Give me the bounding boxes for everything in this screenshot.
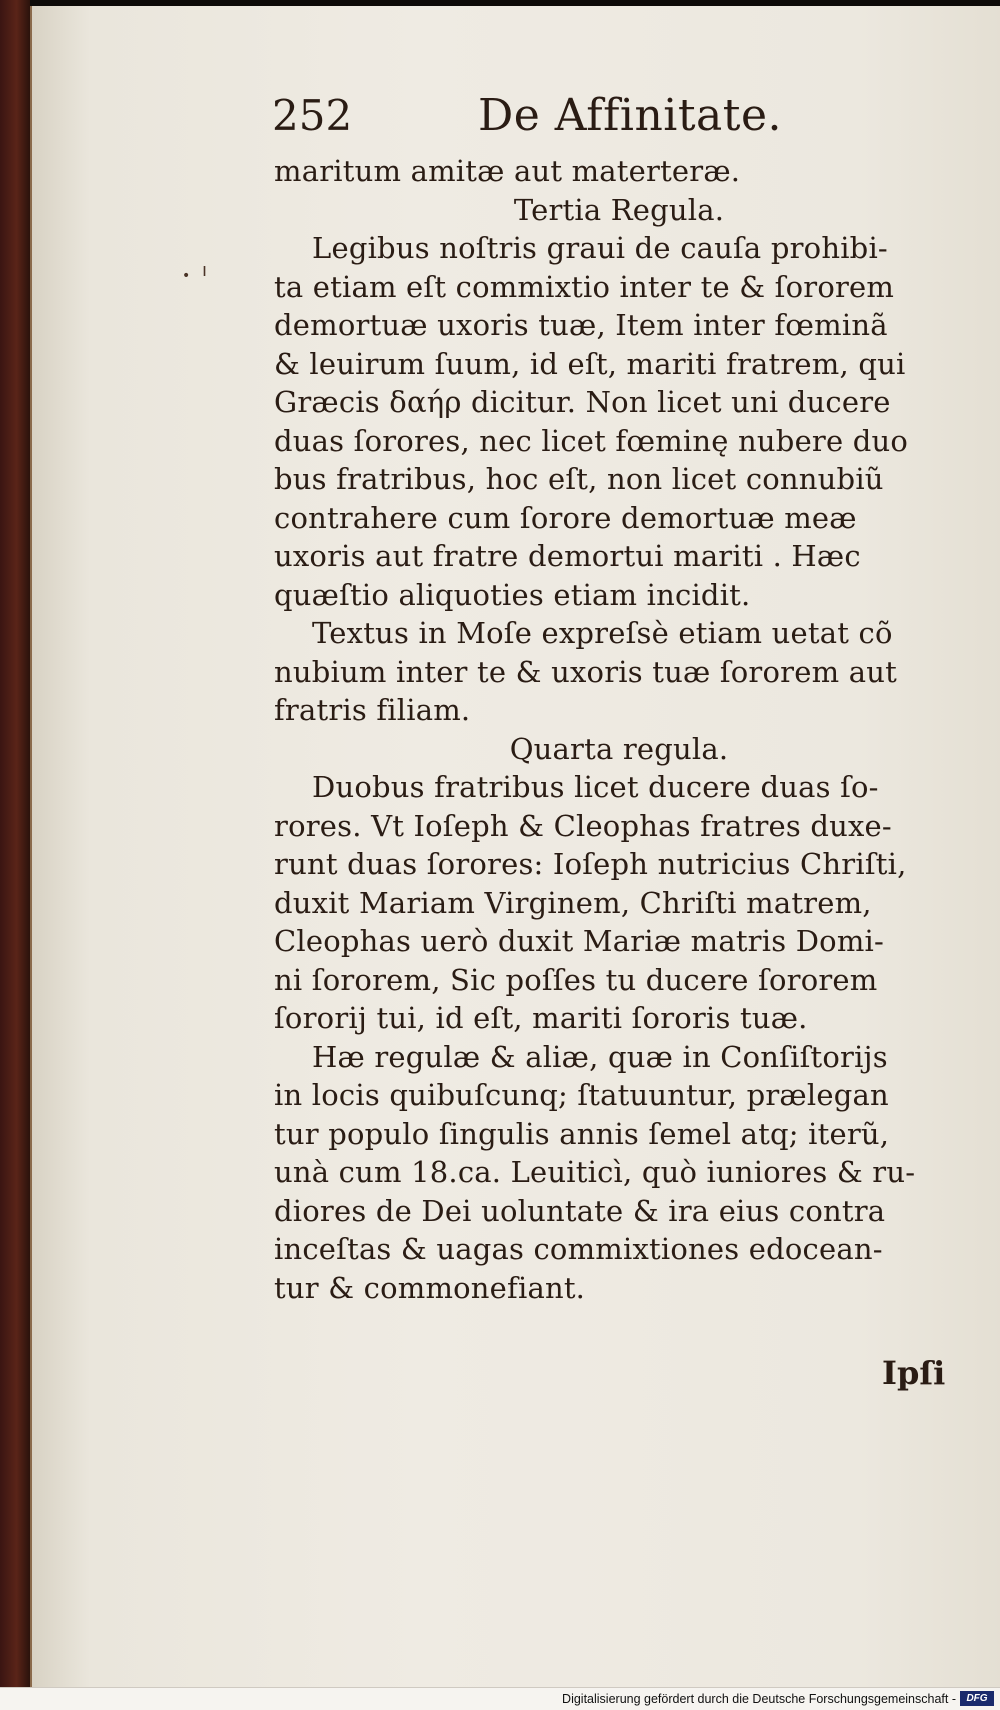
- catchword: Ipſi: [882, 1354, 946, 1392]
- text-line: Duobus fratribus licet ducere duas ſo-: [312, 770, 879, 804]
- text-line: bus fratribus, hoc eſt, non licet connubiũ: [274, 462, 884, 496]
- ink-speck: •: [182, 268, 191, 284]
- text-line: Græcis δαήρ dicitur. Non licet uni ducere: [274, 385, 891, 419]
- text-line: runt duas ſorores: Ioſeph nutricius Chriſti,: [274, 847, 907, 881]
- text-line: fratris filiam.: [274, 693, 471, 727]
- body-text: [274, 152, 964, 1307]
- text-line: unà cum 18.ca. Leuiticì, quò iuniores & ru-: [274, 1155, 916, 1189]
- text-line: ta etiam eſt commixtio inter te & ſororem: [274, 269, 895, 304]
- text-line: tur & commonefiant.: [274, 1270, 586, 1305]
- section-heading: Tertia Regula.: [513, 192, 725, 227]
- text-line: contrahere cum ſorore demortuæ meæ: [274, 500, 857, 535]
- section-heading: Quarta regula.: [509, 731, 729, 766]
- text-line: duas ſorores, nec licet fœminę nubere duo: [274, 423, 909, 458]
- text-line: duxit Mariam Virginem, Chriſti matrem,: [274, 885, 872, 920]
- book-page: [30, 6, 1000, 1688]
- text-line: inceſtas & uagas commixtiones edocean-: [274, 1232, 883, 1266]
- dfg-logo-icon: DFG: [960, 1691, 994, 1706]
- page-number: 252: [272, 91, 353, 140]
- text-line: Hæ regulæ & aliæ, quæ in Conſiſtorijs: [312, 1039, 888, 1074]
- text-line: & leuirum ſuum, id eſt, mariti fratrem, qui: [274, 346, 906, 381]
- text-line: maritum amitæ aut materteræ.: [274, 154, 741, 188]
- text-line: uxoris aut fratre demortui mariti . Hæc: [274, 539, 861, 573]
- book-spine-edge: [0, 0, 30, 1710]
- ink-speck: ı: [202, 260, 208, 281]
- text-line: diores de Dei uoluntate & ira eius contra: [274, 1193, 886, 1228]
- text-line: quæſtio aliquoties etiam incidit.: [274, 577, 751, 612]
- text-line: tur populo ſingulis annis ſemel atq; iterũ,: [274, 1116, 890, 1151]
- running-head: De Affinitate.: [478, 90, 782, 141]
- page-header: [272, 90, 912, 150]
- text-line: rores. Vt Ioſeph & Cleophas fratres duxe-: [274, 808, 892, 843]
- text-line: nubium inter te & uxoris tuæ ſororem aut: [274, 654, 897, 689]
- text-line: ni ſororem, Sic poſſes tu ducere ſororem: [274, 962, 878, 997]
- text-line: Cleophas uerò duxit Mariæ matris Domi-: [274, 924, 885, 958]
- text-line: Legibus noſtris graui de cauſa prohibi-: [312, 231, 888, 265]
- text-line: ſororij tui, id eſt, mariti ſororis tuæ.: [274, 1001, 808, 1035]
- footer-credit: Digitalisierung gefördert durch die Deutsche Forschungsgemeinschaft -: [562, 1692, 956, 1706]
- text-line: Textus in Moſe expreſsè etiam uetat cõ: [312, 616, 893, 650]
- text-line: in locis quibuſcunq; ſtatuuntur, prælegan: [274, 1078, 889, 1112]
- digitization-footer: [0, 1687, 1000, 1710]
- text-line: demortuæ uxoris tuæ, Item inter fœminã: [274, 308, 888, 342]
